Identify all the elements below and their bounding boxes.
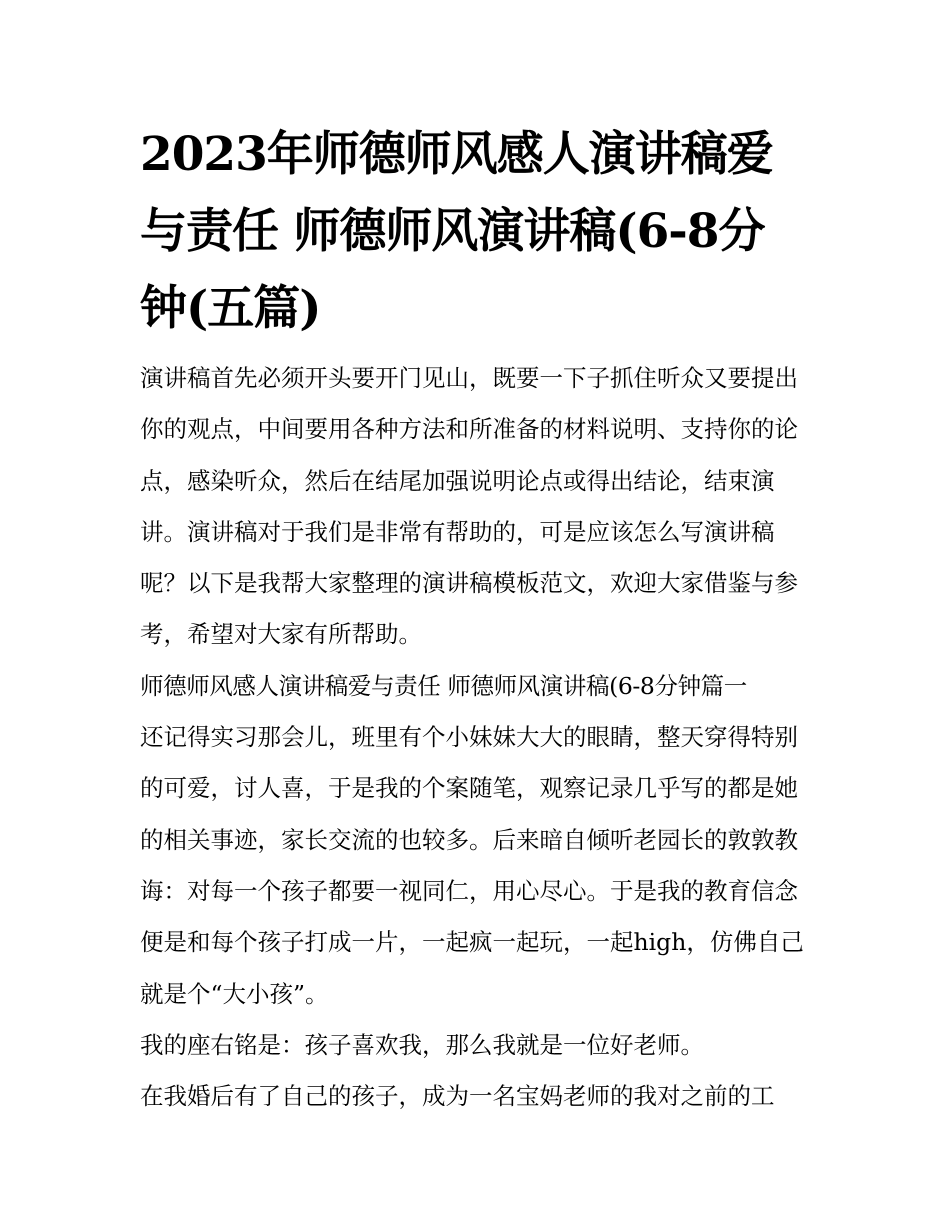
motto-paragraph: 我的座右铭是：孩子喜欢我，那么我就是一位好老师。	[140, 1030, 704, 1059]
intro-paragraph: 演讲稿首先必须开头要开门见山，既要一下子抓住听众又要提出你的观点，中间要用各种方法和所准备的材料说明、支持你的论点，感染听众，然后在结尾加强说明论点或得出结论，结束演讲。演讲稿对于我们是非常有帮助的，可是应该怎么写演讲稿呢？以下是我帮大家整理的演讲稿模板范文，欢迎大家借鉴与参考，希望对大家有所帮助。	[140, 364, 798, 649]
body-paragraph-continued: 在我婚后有了自己的孩子，成为一名宝妈老师的我对之前的工	[140, 1082, 775, 1111]
section-heading: 师德师风感人演讲稿爱与责任 师德师风演讲稿(6-8分钟篇一	[140, 671, 747, 700]
body-paragraph: 还记得实习那会儿，班里有个小妹妹大大的眼睛，整天穿得特别的可爱，讨人喜，于是我的个案随笔，观察记录几乎写的都是她的相关事迹，家长交流的也较多。后来暗自倾听老园长的敦敦教诲：对每一个孩子都要一视同仁，用心尽心。于是我的教育信念便是和每个孩子打成一片，一起疯一起玩，一起high，仿佛自己就是个“大小孩”。	[140, 723, 804, 1008]
document-body	[140, 353, 812, 1122]
document-title: 2023年师德师风感人演讲稿爱与责任 师德师风演讲稿(6-8分钟(五篇)	[140, 127, 773, 336]
